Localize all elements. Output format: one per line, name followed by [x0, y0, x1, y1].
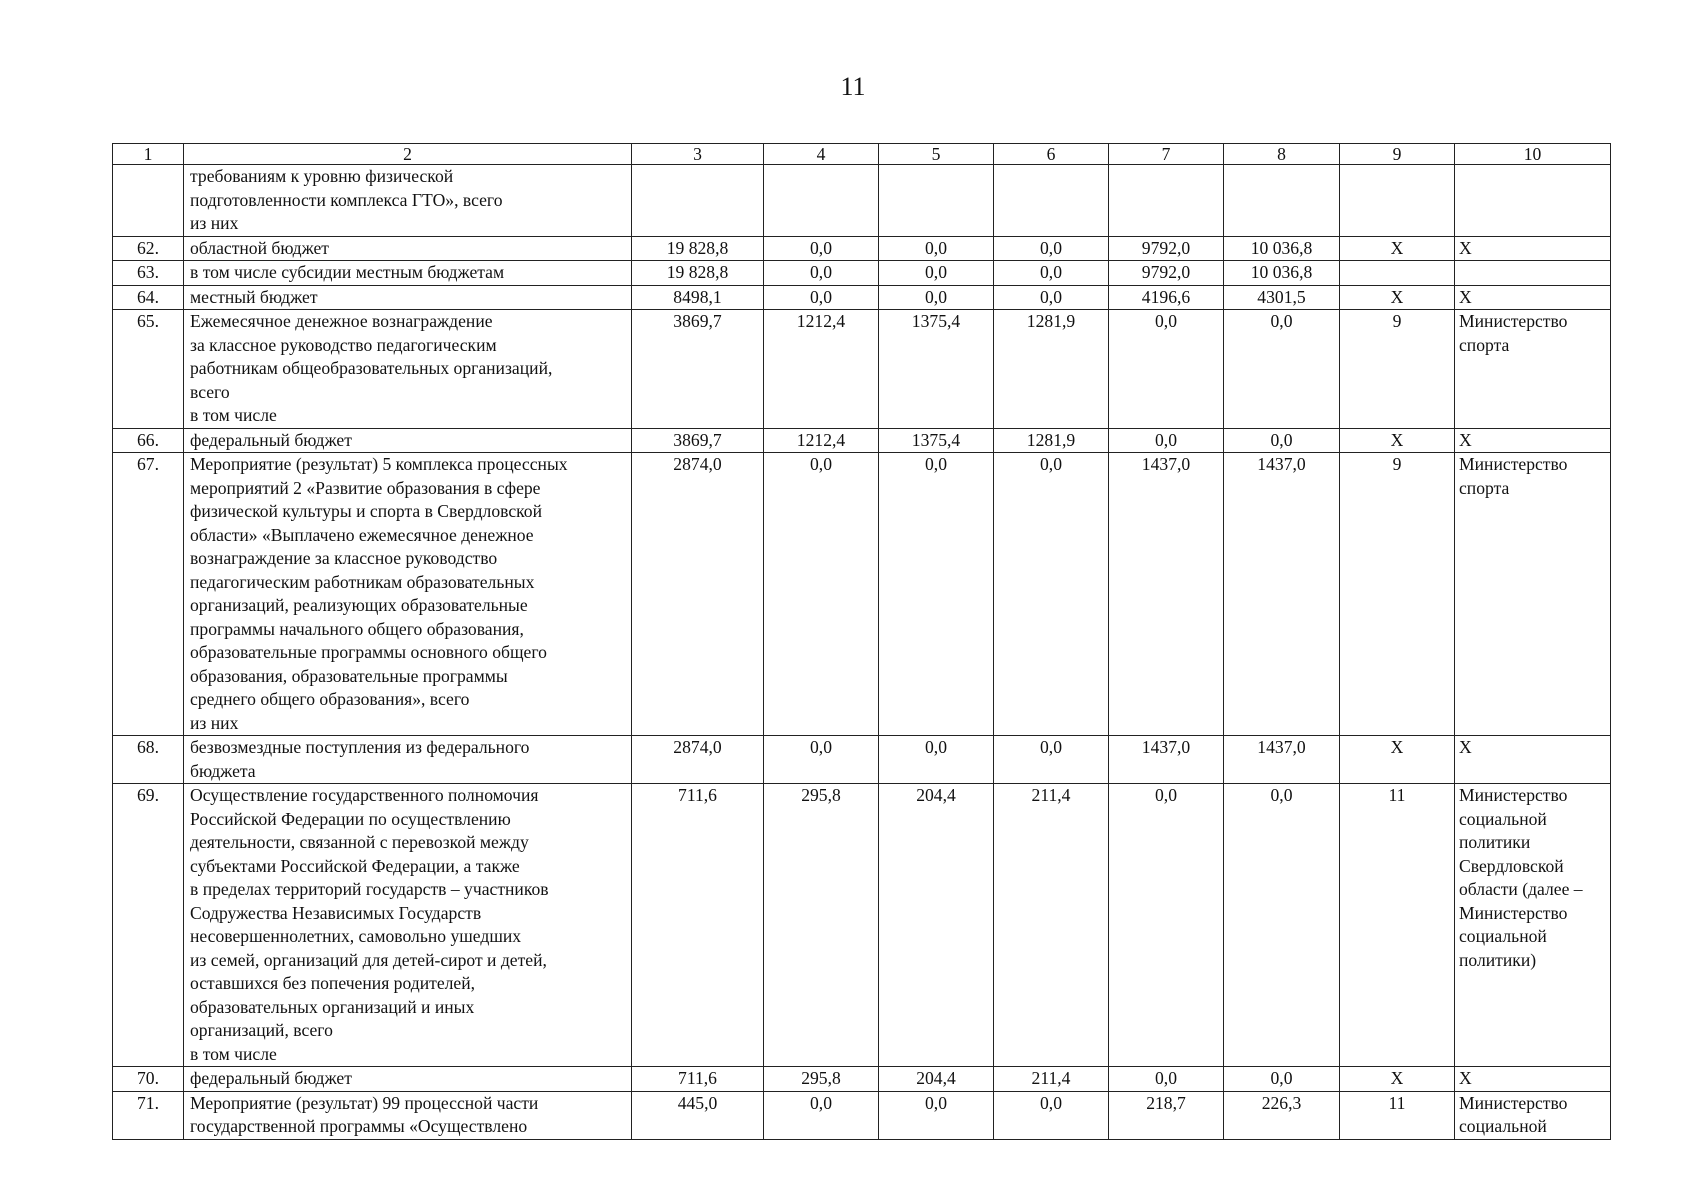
row-number: 64. [113, 285, 184, 310]
value-total: 8498,1 [632, 285, 764, 310]
value-col-5: 0,0 [879, 285, 994, 310]
row-description: местный бюджет [184, 285, 632, 310]
value-col-6: 211,4 [994, 1067, 1109, 1092]
value-col-4 [764, 165, 879, 237]
column-header: 2 [184, 144, 632, 165]
value-total: 19 828,8 [632, 236, 764, 261]
row-description: Мероприятие (результат) 99 процессной части государственной программы «Осуществлено [184, 1091, 632, 1139]
row-number: 69. [113, 784, 184, 1067]
target-index: 11 [1340, 784, 1455, 1067]
value-col-4: 0,0 [764, 236, 879, 261]
value-col-5: 204,4 [879, 1067, 994, 1092]
responsible-executor: Министерство спорта [1455, 310, 1611, 429]
value-col-8: 4301,5 [1224, 285, 1340, 310]
value-col-6: 0,0 [994, 1091, 1109, 1139]
value-col-4: 0,0 [764, 285, 879, 310]
responsible-executor [1455, 261, 1611, 286]
column-header: 3 [632, 144, 764, 165]
value-col-7: 0,0 [1109, 310, 1224, 429]
row-description: федеральный бюджет [184, 1067, 632, 1092]
row-number: 67. [113, 453, 184, 736]
value-col-6: 1281,9 [994, 310, 1109, 429]
value-col-5: 0,0 [879, 261, 994, 286]
value-col-4: 0,0 [764, 453, 879, 736]
value-col-8: 0,0 [1224, 784, 1340, 1067]
row-description: Мероприятие (результат) 5 комплекса процессных мероприятий 2 «Развитие образования в сфере физической культуры и спорта в Свердловской области» «Выплачено ежемесячное денежное вознаграждение за классное руководство педагогическим работникам образовательных организаций, реализующих образовательные программы начального общего образования, образовательные программы основного общего образования, образовательные программы среднего общего образования», всего из них [184, 453, 632, 736]
value-col-7: 4196,6 [1109, 285, 1224, 310]
value-total: 19 828,8 [632, 261, 764, 286]
value-col-7: 1437,0 [1109, 736, 1224, 784]
value-col-5: 1375,4 [879, 310, 994, 429]
value-total: 711,6 [632, 784, 764, 1067]
target-index: Х [1340, 1067, 1455, 1092]
header-row [113, 144, 1611, 165]
row-description: в том числе субсидии местным бюджетам [184, 261, 632, 286]
value-total [632, 165, 764, 237]
value-col-7: 1437,0 [1109, 453, 1224, 736]
row-number: 68. [113, 736, 184, 784]
value-col-6: 211,4 [994, 784, 1109, 1067]
table-row [113, 784, 1611, 1067]
value-total: 711,6 [632, 1067, 764, 1092]
value-col-8: 1437,0 [1224, 736, 1340, 784]
column-header: 7 [1109, 144, 1224, 165]
target-index: 9 [1340, 310, 1455, 429]
value-col-5: 0,0 [879, 1091, 994, 1139]
table-row [113, 428, 1611, 453]
column-header: 5 [879, 144, 994, 165]
row-description: безвозмездные поступления из федерального бюджета [184, 736, 632, 784]
value-col-8 [1224, 165, 1340, 237]
value-col-8: 0,0 [1224, 428, 1340, 453]
value-col-7: 0,0 [1109, 784, 1224, 1067]
value-col-7: 9792,0 [1109, 261, 1224, 286]
value-col-7: 9792,0 [1109, 236, 1224, 261]
table-row [113, 236, 1611, 261]
value-total: 3869,7 [632, 428, 764, 453]
target-index: Х [1340, 736, 1455, 784]
value-col-5: 0,0 [879, 453, 994, 736]
value-total: 3869,7 [632, 310, 764, 429]
row-number: 71. [113, 1091, 184, 1139]
value-total: 2874,0 [632, 736, 764, 784]
value-col-7: 0,0 [1109, 428, 1224, 453]
responsible-executor [1455, 165, 1611, 237]
target-index [1340, 165, 1455, 237]
column-header: 8 [1224, 144, 1340, 165]
value-col-4: 0,0 [764, 1091, 879, 1139]
column-header: 9 [1340, 144, 1455, 165]
value-col-6: 0,0 [994, 453, 1109, 736]
responsible-executor: Х [1455, 285, 1611, 310]
target-index: Х [1340, 285, 1455, 310]
value-col-4: 0,0 [764, 736, 879, 784]
row-number: 63. [113, 261, 184, 286]
value-col-8: 10 036,8 [1224, 236, 1340, 261]
column-header: 6 [994, 144, 1109, 165]
row-number [113, 165, 184, 237]
target-index: Х [1340, 428, 1455, 453]
row-description: Осуществление государственного полномочия Российской Федерации по осуществлению деятельности, связанной с перевозкой между субъектами Российской Федерации, а также в пределах территорий государств – участников Содружества Независимых Государств несовершеннолетних, самовольно ушедших из семей, организаций для детей-сирот и детей, оставшихся без попечения родителей, образовательных организаций и иных организаций, всего в том числе [184, 784, 632, 1067]
value-total: 445,0 [632, 1091, 764, 1139]
value-col-5: 0,0 [879, 236, 994, 261]
table-row [113, 310, 1611, 429]
column-header: 10 [1455, 144, 1611, 165]
row-number: 62. [113, 236, 184, 261]
responsible-executor: Х [1455, 736, 1611, 784]
responsible-executor: Х [1455, 1067, 1611, 1092]
target-index: Х [1340, 236, 1455, 261]
value-col-7: 0,0 [1109, 1067, 1224, 1092]
table-row [113, 1067, 1611, 1092]
value-total: 2874,0 [632, 453, 764, 736]
responsible-executor: Министерство социальной [1455, 1091, 1611, 1139]
value-col-7: 218,7 [1109, 1091, 1224, 1139]
value-col-8: 0,0 [1224, 1067, 1340, 1092]
value-col-6: 0,0 [994, 261, 1109, 286]
value-col-4: 295,8 [764, 784, 879, 1067]
value-col-7 [1109, 165, 1224, 237]
row-description: федеральный бюджет [184, 428, 632, 453]
value-col-4: 1212,4 [764, 428, 879, 453]
row-number: 66. [113, 428, 184, 453]
value-col-8: 0,0 [1224, 310, 1340, 429]
table-row [113, 261, 1611, 286]
column-header: 1 [113, 144, 184, 165]
value-col-4: 0,0 [764, 261, 879, 286]
row-description: областной бюджет [184, 236, 632, 261]
table-row [113, 165, 1611, 237]
target-index: 9 [1340, 453, 1455, 736]
responsible-executor: Х [1455, 236, 1611, 261]
value-col-5 [879, 165, 994, 237]
value-col-5: 0,0 [879, 736, 994, 784]
value-col-4: 1212,4 [764, 310, 879, 429]
value-col-6: 0,0 [994, 236, 1109, 261]
value-col-8: 226,3 [1224, 1091, 1340, 1139]
value-col-8: 1437,0 [1224, 453, 1340, 736]
value-col-6 [994, 165, 1109, 237]
responsible-executor: Министерство спорта [1455, 453, 1611, 736]
row-description: требованиям к уровню физической подготовленности комплекса ГТО», всего из них [184, 165, 632, 237]
table-row [113, 285, 1611, 310]
row-description: Ежемесячное денежное вознаграждение за классное руководство педагогическим работникам общеобразовательных организаций, всего в том числе [184, 310, 632, 429]
row-number: 65. [113, 310, 184, 429]
responsible-executor: Х [1455, 428, 1611, 453]
value-col-5: 1375,4 [879, 428, 994, 453]
value-col-8: 10 036,8 [1224, 261, 1340, 286]
value-col-6: 0,0 [994, 736, 1109, 784]
target-index [1340, 261, 1455, 286]
row-number: 70. [113, 1067, 184, 1092]
budget-table [112, 143, 1611, 1140]
table-row [113, 1091, 1611, 1139]
table-row [113, 453, 1611, 736]
responsible-executor: Министерство социальной политики Свердловской области (далее – Министерство социальной политики) [1455, 784, 1611, 1067]
target-index: 11 [1340, 1091, 1455, 1139]
value-col-6: 1281,9 [994, 428, 1109, 453]
table-row [113, 736, 1611, 784]
value-col-6: 0,0 [994, 285, 1109, 310]
page-number: 11 [840, 72, 866, 101]
value-col-4: 295,8 [764, 1067, 879, 1092]
value-col-5: 204,4 [879, 784, 994, 1067]
column-header: 4 [764, 144, 879, 165]
